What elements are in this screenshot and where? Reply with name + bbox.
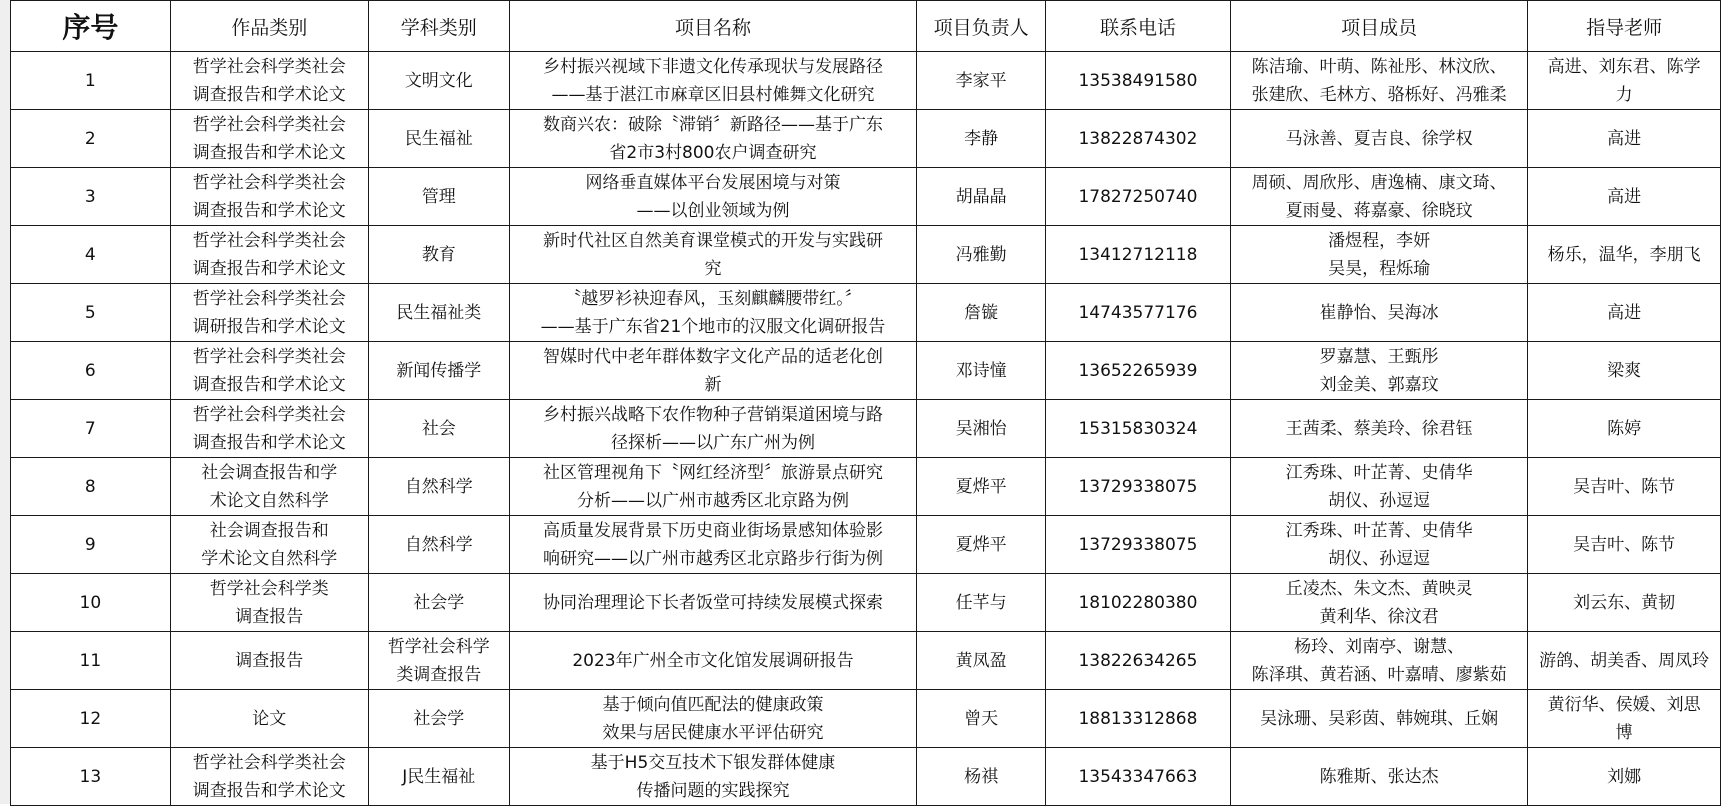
table-row — [11, 516, 1721, 574]
cell-category-line: 调查报告和学术论文 — [192, 258, 346, 279]
cell-title[interactable] — [509, 574, 916, 632]
col-header-index: 序号 — [11, 1, 171, 52]
cell-category[interactable] — [170, 52, 368, 110]
cell-title-line: 2023年广州全市文化馆发展调研报告 — [572, 650, 854, 671]
cell-leader[interactable]: 夏烨平 — [917, 458, 1046, 516]
cell-leader[interactable]: 胡晶晶 — [917, 168, 1046, 226]
cell-subject-line: 社会学 — [413, 708, 465, 729]
cell-advisor-line: 高进、刘东君、陈学 — [1547, 56, 1701, 77]
cell-subject-line: 类调查报告 — [396, 664, 482, 685]
cell-members-line: 吴昊，程烁瑜 — [1328, 258, 1431, 279]
cell-advisor-line: 黄衍华、侯媛、刘思 — [1547, 694, 1701, 715]
cell-advisor-line: 力 — [1615, 84, 1633, 105]
cell-advisor[interactable] — [1528, 342, 1721, 400]
cell-advisor-line: 游鸽、胡美香、周凤玲 — [1539, 650, 1710, 671]
project-table — [10, 0, 1721, 806]
cell-members[interactable] — [1230, 690, 1527, 748]
cell-title-line: 响研究——以广州市越秀区北京路步行街为例 — [542, 548, 883, 569]
cell-members-line: 马泳善、夏吉良、徐学权 — [1285, 128, 1473, 149]
cell-subject-line: 管理 — [421, 186, 456, 207]
cell-members[interactable] — [1230, 400, 1527, 458]
cell-members-line: 刘金美、郭嘉玟 — [1319, 374, 1439, 395]
cell-members-line: 胡仪、孙逗逗 — [1328, 548, 1431, 569]
table-row — [11, 226, 1721, 284]
cell-index[interactable]: 11 — [11, 632, 171, 690]
cell-title[interactable] — [509, 690, 916, 748]
cell-phone[interactable]: 13538491580 — [1045, 52, 1230, 110]
cell-members[interactable] — [1230, 342, 1527, 400]
cell-members-line: 丘凌杰、朱文杰、黄映灵 — [1285, 578, 1473, 599]
cell-subject[interactable] — [368, 516, 509, 574]
cell-category-line: 哲学社会科学类社会 — [192, 230, 346, 251]
cell-phone[interactable]: 15315830324 — [1045, 400, 1230, 458]
row-gutter — [0, 0, 10, 804]
cell-subject[interactable] — [368, 400, 509, 458]
cell-category-line: 哲学社会科学类社会 — [192, 172, 346, 193]
cell-advisor[interactable] — [1528, 168, 1721, 226]
cell-subject[interactable] — [368, 226, 509, 284]
cell-phone[interactable]: 18102280380 — [1045, 574, 1230, 632]
cell-title-line: 分析——以广州市越秀区北京路为例 — [576, 490, 849, 511]
cell-title-line: 高质量发展背景下历史商业街场景感知体验影 — [542, 520, 883, 541]
cell-advisor[interactable] — [1528, 458, 1721, 516]
cell-index[interactable]: 5 — [11, 284, 171, 342]
cell-advisor[interactable] — [1528, 284, 1721, 342]
cell-leader[interactable]: 吴湘怡 — [917, 400, 1046, 458]
cell-members[interactable] — [1230, 110, 1527, 168]
cell-category-line: 调查报告和学术论文 — [192, 780, 346, 801]
col-header-category: 作品类别 — [170, 1, 368, 52]
cell-members-line: 潘煜程，李妍 — [1328, 230, 1431, 251]
cell-index[interactable]: 10 — [11, 574, 171, 632]
cell-members-line: 杨玲、刘南亭、谢慧、 — [1294, 636, 1465, 657]
cell-members-line: 王茜柔、蔡美玲、徐君钰 — [1285, 418, 1473, 439]
cell-leader[interactable]: 杨祺 — [917, 748, 1046, 806]
cell-phone[interactable]: 13543347663 — [1045, 748, 1230, 806]
cell-title-line: 社区管理视角下〝网红经济型〞旅游景点研究 — [542, 462, 883, 483]
cell-members-line: 吴泳珊、吴彩茵、韩婉琪、丘娴 — [1260, 708, 1499, 729]
cell-leader[interactable]: 李家平 — [917, 52, 1046, 110]
cell-phone[interactable]: 13729338075 — [1045, 458, 1230, 516]
cell-title[interactable] — [509, 168, 916, 226]
cell-subject[interactable] — [368, 342, 509, 400]
cell-category[interactable] — [170, 110, 368, 168]
cell-members[interactable] — [1230, 284, 1527, 342]
cell-members-line: 周硕、周欣彤、唐逸楠、康文琦、 — [1251, 172, 1507, 193]
cell-subject[interactable] — [368, 168, 509, 226]
cell-index[interactable]: 13 — [11, 748, 171, 806]
cell-category[interactable] — [170, 284, 368, 342]
col-header-members: 项目成员 — [1230, 1, 1527, 52]
cell-advisor[interactable] — [1528, 574, 1721, 632]
cell-subject-line: 社会 — [421, 418, 456, 439]
cell-advisor-line: 梁爽 — [1607, 360, 1642, 381]
cell-title-line: 基于H5交互技术下银发群体健康 — [590, 752, 836, 773]
cell-subject[interactable] — [368, 748, 509, 806]
cell-subject-line: 民生福祉 — [404, 128, 473, 149]
cell-title-line: 省2市3村800农户调查研究 — [609, 142, 817, 163]
cell-phone[interactable]: 13412712118 — [1045, 226, 1230, 284]
cell-leader[interactable]: 黄凤盈 — [917, 632, 1046, 690]
cell-advisor[interactable] — [1528, 226, 1721, 284]
cell-index[interactable]: 9 — [11, 516, 171, 574]
col-header-leader: 项目负责人 — [917, 1, 1046, 52]
table-row — [11, 574, 1721, 632]
cell-category-line: 哲学社会科学类社会 — [192, 752, 346, 773]
cell-title-line: 乡村振兴战略下农作物种子营销渠道困境与路 — [542, 404, 883, 425]
cell-category[interactable] — [170, 690, 368, 748]
cell-phone[interactable]: 17827250740 — [1045, 168, 1230, 226]
cell-subject-line: 自然科学 — [404, 534, 473, 555]
col-header-advisor: 指导老师 — [1528, 1, 1721, 52]
cell-members-line: 陈洁瑜、叶萌、陈祉彤、林汶欣、 — [1251, 56, 1507, 77]
cell-advisor-line: 博 — [1615, 722, 1633, 743]
cell-title-line: 究 — [704, 258, 722, 279]
cell-advisor-line: 高进 — [1607, 128, 1642, 149]
cell-members-line: 陈泽琪、黄若涵、叶嘉晴、廖紫茹 — [1251, 664, 1507, 685]
cell-index[interactable]: 4 — [11, 226, 171, 284]
cell-subject-line: 哲学社会科学 — [387, 636, 490, 657]
cell-category[interactable] — [170, 342, 368, 400]
cell-advisor[interactable] — [1528, 748, 1721, 806]
cell-title-line: 乡村振兴视域下非遗文化传承现状与发展路径 — [542, 56, 883, 77]
cell-advisor-line: 吴吉叶、陈节 — [1573, 534, 1676, 555]
table-row — [11, 52, 1721, 110]
cell-category-line: 调查报告和学术论文 — [192, 432, 346, 453]
cell-index[interactable]: 2 — [11, 110, 171, 168]
cell-category-line: 术论文自然科学 — [209, 490, 329, 511]
cell-leader[interactable]: 李静 — [917, 110, 1046, 168]
cell-members-line: 罗嘉慧、王甄彤 — [1319, 346, 1439, 367]
cell-advisor[interactable] — [1528, 52, 1721, 110]
cell-title[interactable] — [509, 110, 916, 168]
cell-title-line: 径探析——以广东广州为例 — [610, 432, 815, 453]
cell-title-line: 协同治理理论下长者饭堂可持续发展模式探索 — [542, 592, 883, 613]
table-row — [11, 690, 1721, 748]
cell-title[interactable] — [509, 458, 916, 516]
cell-phone[interactable]: 14743577176 — [1045, 284, 1230, 342]
cell-subject-line: 民生福祉类 — [396, 302, 482, 323]
cell-title-line: 网络垂直媒体平台发展困境与对策 — [585, 172, 841, 193]
cell-members[interactable] — [1230, 52, 1527, 110]
cell-category-line: 哲学社会科学类社会 — [192, 288, 346, 309]
cell-category-line: 调查报告和学术论文 — [192, 200, 346, 221]
table-row — [11, 748, 1721, 806]
cell-subject-line: 自然科学 — [404, 476, 473, 497]
cell-phone[interactable]: 13822634265 — [1045, 632, 1230, 690]
cell-phone[interactable]: 13652265939 — [1045, 342, 1230, 400]
cell-members-line: 崔静怡、吴海冰 — [1319, 302, 1439, 323]
cell-leader[interactable]: 任芊与 — [917, 574, 1046, 632]
cell-category-line: 哲学社会科学类 — [209, 578, 329, 599]
cell-category-line: 社会调查报告和 — [209, 520, 329, 541]
cell-index[interactable]: 7 — [11, 400, 171, 458]
cell-subject[interactable] — [368, 574, 509, 632]
cell-subject-line: 文明文化 — [404, 70, 473, 91]
cell-subject-line: J民生福祉 — [402, 766, 476, 787]
cell-leader[interactable]: 夏烨平 — [917, 516, 1046, 574]
cell-members-line: 胡仪、孙逗逗 — [1328, 490, 1431, 511]
cell-index[interactable]: 6 — [11, 342, 171, 400]
col-header-subject: 学科类别 — [368, 1, 509, 52]
cell-category-line: 哲学社会科学类社会 — [192, 56, 346, 77]
cell-title[interactable] — [509, 516, 916, 574]
table-row — [11, 400, 1721, 458]
cell-index[interactable]: 1 — [11, 52, 171, 110]
cell-subject-line: 教育 — [421, 244, 456, 265]
cell-advisor[interactable] — [1528, 690, 1721, 748]
cell-members-line: 江秀珠、叶芷菁、史倩华 — [1285, 520, 1473, 541]
cell-members[interactable] — [1230, 516, 1527, 574]
table-row — [11, 632, 1721, 690]
cell-advisor-line: 高进 — [1607, 186, 1642, 207]
cell-members[interactable] — [1230, 748, 1527, 806]
cell-category-line: 调研报告和学术论文 — [192, 316, 346, 337]
cell-advisor-line: 陈婷 — [1607, 418, 1642, 439]
cell-subject-line: 新闻传播学 — [396, 360, 482, 381]
cell-members-line: 陈雅斯、张达杰 — [1319, 766, 1439, 787]
cell-subject[interactable] — [368, 632, 509, 690]
cell-title[interactable] — [509, 632, 916, 690]
cell-advisor-line: 高进 — [1607, 302, 1642, 323]
cell-title-line: 数商兴农：破除〝滞销〞新路径——基于广东 — [542, 114, 883, 135]
cell-category[interactable] — [170, 632, 368, 690]
cell-advisor[interactable] — [1528, 516, 1721, 574]
cell-category[interactable] — [170, 574, 368, 632]
cell-members[interactable] — [1230, 458, 1527, 516]
cell-category-line: 社会调查报告和学 — [201, 462, 338, 483]
cell-phone[interactable]: 13822874302 — [1045, 110, 1230, 168]
cell-category-line: 哲学社会科学类社会 — [192, 346, 346, 367]
cell-advisor-line: 杨乐，温华，李朋飞 — [1547, 244, 1701, 265]
cell-title[interactable] — [509, 400, 916, 458]
col-header-title: 项目名称 — [509, 1, 916, 52]
cell-subject[interactable] — [368, 458, 509, 516]
cell-title-line: 新时代社区自然美育课堂模式的开发与实践研 — [542, 230, 883, 251]
cell-title[interactable] — [509, 284, 916, 342]
cell-advisor-line: 刘云东、黄韧 — [1573, 592, 1676, 613]
cell-members[interactable] — [1230, 574, 1527, 632]
cell-title-line: ——以创业领域为例 — [636, 200, 790, 221]
header-row — [11, 1, 1721, 52]
cell-category-line: 调查报告 — [235, 606, 304, 627]
cell-index[interactable]: 3 — [11, 168, 171, 226]
cell-category[interactable] — [170, 748, 368, 806]
cell-category-line: 哲学社会科学类社会 — [192, 114, 346, 135]
cell-title[interactable] — [509, 52, 916, 110]
cell-category-line: 调查报告和学术论文 — [192, 374, 346, 395]
table-row — [11, 342, 1721, 400]
table-row — [11, 284, 1721, 342]
cell-members[interactable] — [1230, 632, 1527, 690]
cell-title[interactable] — [509, 226, 916, 284]
cell-members[interactable] — [1230, 168, 1527, 226]
cell-category[interactable] — [170, 168, 368, 226]
cell-subject[interactable] — [368, 52, 509, 110]
table-row — [11, 458, 1721, 516]
cell-members-line: 黄利华、徐汶君 — [1319, 606, 1439, 627]
cell-category[interactable] — [170, 458, 368, 516]
cell-advisor[interactable] — [1528, 632, 1721, 690]
cell-index[interactable]: 8 — [11, 458, 171, 516]
col-header-phone: 联系电话 — [1045, 1, 1230, 52]
cell-title-line: ——基于湛江市麻章区旧县村傩舞文化研究 — [551, 84, 875, 105]
cell-leader[interactable]: 邓诗憧 — [917, 342, 1046, 400]
cell-category[interactable] — [170, 516, 368, 574]
cell-subject[interactable] — [368, 690, 509, 748]
cell-title-line: ——基于广东省21个地市的汉服文化调研报告 — [540, 316, 886, 337]
cell-members-line: 张建欣、毛林方、骆栎好、冯雅柔 — [1251, 84, 1507, 105]
cell-subject-line: 社会学 — [413, 592, 465, 613]
cell-members[interactable] — [1230, 226, 1527, 284]
cell-phone[interactable]: 18813312868 — [1045, 690, 1230, 748]
cell-advisor[interactable] — [1528, 110, 1721, 168]
cell-title-line: 新 — [704, 374, 722, 395]
cell-title-line: 智媒时代中老年群体数字文化产品的适老化创 — [542, 346, 883, 367]
cell-leader[interactable]: 曾天 — [917, 690, 1046, 748]
cell-title[interactable] — [509, 748, 916, 806]
cell-category-line: 调查报告和学术论文 — [192, 142, 346, 163]
cell-category-line: 调查报告 — [235, 650, 304, 671]
cell-category-line: 哲学社会科学类社会 — [192, 404, 346, 425]
cell-title-line: 〝越罗衫袂迎春风，玉刻麒麟腰带红。〞 — [564, 288, 862, 309]
table-row — [11, 110, 1721, 168]
cell-advisor-line: 吴吉叶、陈节 — [1573, 476, 1676, 497]
cell-category[interactable] — [170, 226, 368, 284]
cell-category-line: 论文 — [252, 708, 287, 729]
cell-category[interactable] — [170, 400, 368, 458]
cell-leader[interactable]: 冯雅勤 — [917, 226, 1046, 284]
cell-title-line: 传播问题的实践探究 — [636, 780, 790, 801]
cell-index[interactable]: 12 — [11, 690, 171, 748]
cell-title-line: 基于倾向值匹配法的健康政策 — [602, 694, 824, 715]
cell-title-line: 效果与居民健康水平评估研究 — [602, 722, 824, 743]
cell-advisor-line: 刘娜 — [1607, 766, 1642, 787]
cell-subject[interactable] — [368, 284, 509, 342]
table-row — [11, 168, 1721, 226]
cell-subject[interactable] — [368, 110, 509, 168]
cell-category-line: 学术论文自然科学 — [201, 548, 338, 569]
cell-leader[interactable]: 詹镟 — [917, 284, 1046, 342]
cell-phone[interactable]: 13729338075 — [1045, 516, 1230, 574]
cell-advisor[interactable] — [1528, 400, 1721, 458]
cell-category-line: 调查报告和学术论文 — [192, 84, 346, 105]
cell-title[interactable] — [509, 342, 916, 400]
cell-members-line: 夏雨曼、蒋嘉豪、徐晓玟 — [1285, 200, 1473, 221]
cell-members-line: 江秀珠、叶芷菁、史倩华 — [1285, 462, 1473, 483]
